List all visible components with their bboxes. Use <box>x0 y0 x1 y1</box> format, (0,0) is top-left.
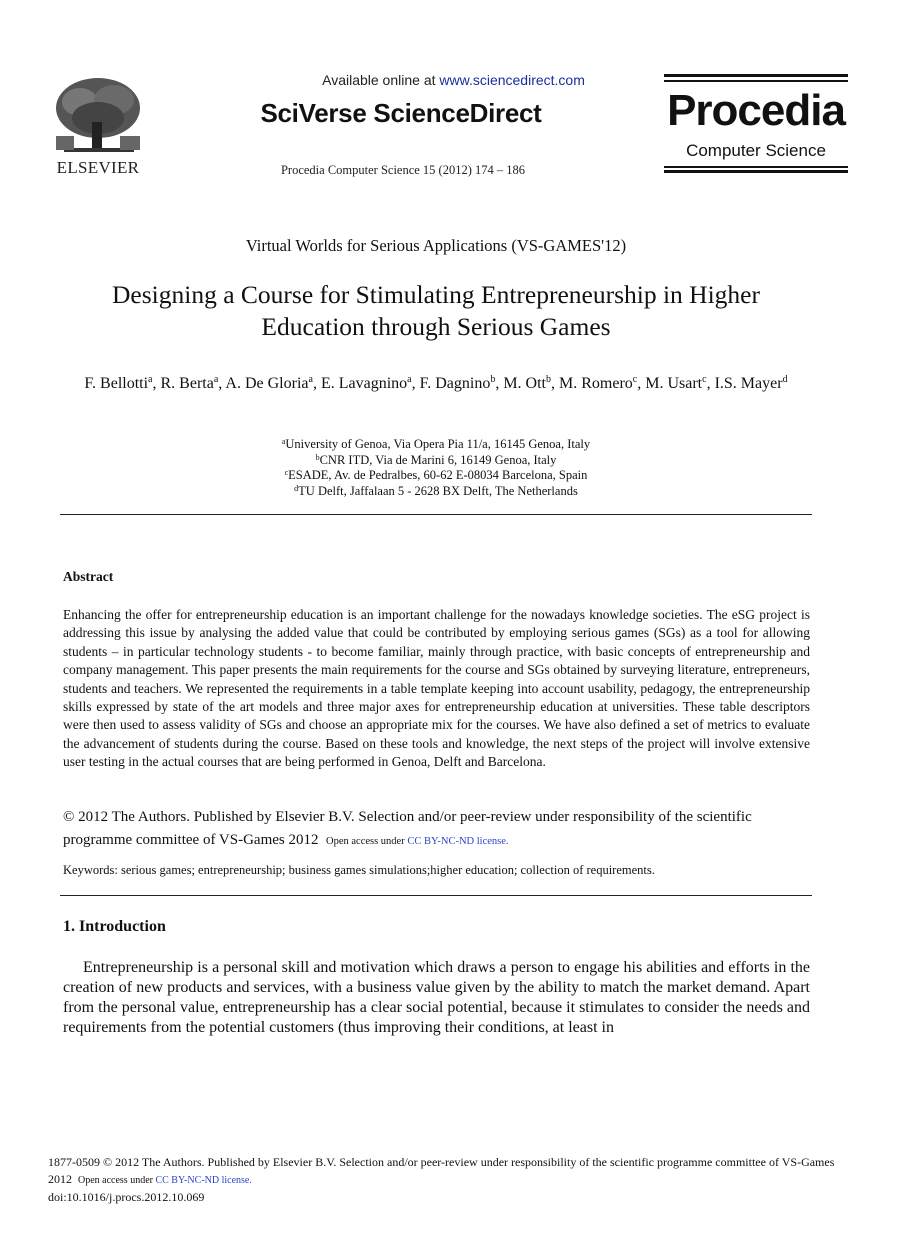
footer-issn-line: 1877-0509 © 2012 The Authors. Published by Elsevier B.V. Selection and/or peer-review under responsibility of the scientific programme committee of VS-Games 2012 <box>48 1155 835 1186</box>
abstract-body: Enhancing the offer for entrepreneurship education is an important challenge for the nowadays knowledge societies. The eSG project is addressing this issue by analysing the added value that could be contributed by employing serious games (SGs) as a tool for allowing students – in particular technology students - to become familiar, mainly through practice, with basic concepts of entrepreneurship and company management. This paper presents the main requirements for the course and SGs obtained by surveying literature, entrepreneurs, students and teachers. We represented the requirements in a table template keeping into account usability, pedagogy, the entrepreneurship skills expressed by state of the art models and three major axes for entrepreneurship education at universities. These table descriptors were then used to assess validity of SGs and choose an appropriate mix for the courses. We have also defined a set of metrics to evaluate the advancement of students during the course. Based on these tools and knowledge, the next steps of the project will involve extensive user testing in the actual courses that are being performed in Genoa, Delft and Barcelona. <box>63 607 810 770</box>
author-name: F. Dagnino <box>419 375 491 392</box>
copyright-notice <box>63 806 823 853</box>
open-access-prefix: Open access under <box>326 836 408 847</box>
author-separator: , <box>551 375 559 392</box>
author-name: S. Mayer <box>723 375 783 392</box>
platform-name: SciVerse ScienceDirect <box>260 98 542 128</box>
author-name: R. Berta <box>160 375 214 392</box>
author-name: M. Ott <box>503 375 546 392</box>
author-name: F. Bellotti <box>84 375 149 392</box>
license-link[interactable]: CC BY-NC-ND license. <box>407 836 509 847</box>
elsevier-wordmark: ELSEVIER <box>56 158 140 177</box>
abstract-heading: Abstract <box>63 569 114 584</box>
copyright-text: © 2012 The Authors. Published by Elsevier B.V. Selection and/or peer-review under responsibility of the scientific programme committee of VS-Games 2012 <box>63 809 752 848</box>
affiliation-mark: a <box>407 374 412 385</box>
affiliation-mark: b <box>546 374 551 385</box>
affiliation <box>60 468 812 484</box>
divider <box>60 895 812 896</box>
procedia-logo <box>664 74 848 176</box>
affiliation-mark: a <box>213 374 219 385</box>
title-line: Designing a Course for Stimulating Entrepreneurship in Higher <box>112 280 760 309</box>
author-separator: , <box>152 375 161 392</box>
affiliation-text: TU Delft, Jaffalaan 5 - 2628 BX Delft, The Netherlands <box>298 483 578 498</box>
keywords: Keywords: serious games; entrepreneurship; business games simulations;higher education; collection of requirements. <box>63 863 655 877</box>
doi: doi:10.1016/j.procs.2012.10.069 <box>48 1190 205 1204</box>
author-name: A. De Gloria <box>225 375 309 392</box>
affiliation-mark: b <box>490 374 496 385</box>
author-separator: , <box>495 375 504 392</box>
logo-rule <box>664 80 848 82</box>
affiliation-mark: c <box>702 374 707 385</box>
logo-rule <box>664 170 848 173</box>
affiliation-mark: d <box>294 483 299 493</box>
affiliation <box>60 453 812 469</box>
author-list <box>60 373 812 394</box>
license-link[interactable]: CC BY-NC-ND license. <box>155 1175 252 1186</box>
affiliation-text: CNR ITD, Via de Marini 6, 16149 Genoa, Italy <box>319 452 557 467</box>
affiliation-mark: a <box>281 437 286 446</box>
author-name: E. Lavagnino <box>320 375 408 392</box>
section-body: Entrepreneurship is a personal skill and motivation which draws a person to engage his abilities and efforts in the creation of new products and services, with a business value given by the ability to match the market demand. Apart from the personal value, entrepreneurship has a clear social potential, because it stimulates to consider the needs and requirements from the potential customers (thus improving their conditions, at least in <box>63 959 810 1036</box>
section-heading: 1. Introduction <box>63 918 166 935</box>
author-separator: , <box>312 375 321 392</box>
affiliation <box>60 484 812 500</box>
affiliation-mark: a <box>148 374 153 385</box>
procedia-wordmark: Procedia <box>667 86 845 135</box>
affiliation-mark: c <box>632 374 638 385</box>
author-separator: , <box>637 375 646 392</box>
available-prefix: Available online at <box>322 72 440 88</box>
affiliation-text: ESADE, Av. de Pedralbes, 60-62 E-08034 Barcelona, Spain <box>288 468 588 482</box>
paper-title <box>60 279 812 343</box>
conference-name: Virtual Worlds for Serious Applications (VS-GAMES'12) <box>245 236 627 255</box>
open-access-prefix: Open access under <box>78 1175 156 1186</box>
journal-citation: Procedia Computer Science 15 (2012) 174 – 186 <box>280 163 526 177</box>
affiliation-text: University of Genoa, Via Opera Pia 11/a, 16145 Genoa, Italy <box>285 437 591 451</box>
procedia-subtitle: Computer Science <box>686 141 826 160</box>
affiliation-mark: c <box>284 468 289 477</box>
author-name: M. Usart <box>645 375 703 392</box>
affiliation-mark: d <box>782 374 788 385</box>
logo-rule <box>664 166 848 168</box>
divider <box>60 514 812 515</box>
affiliation <box>60 437 812 453</box>
affiliation-mark: b <box>315 452 320 462</box>
author-separator: , <box>218 375 226 392</box>
title-line: Education through Serious Games <box>261 312 611 341</box>
footer-notes <box>48 1154 858 1206</box>
logo-rule <box>664 74 848 77</box>
sciencedirect-link[interactable]: www.sciencedirect.com <box>439 72 585 88</box>
affiliation-list <box>60 437 812 499</box>
affiliation-mark: a <box>308 374 313 385</box>
author-separator: , I. <box>706 375 724 392</box>
author-separator: , <box>411 375 420 392</box>
author-name: M. Romero <box>559 375 633 392</box>
